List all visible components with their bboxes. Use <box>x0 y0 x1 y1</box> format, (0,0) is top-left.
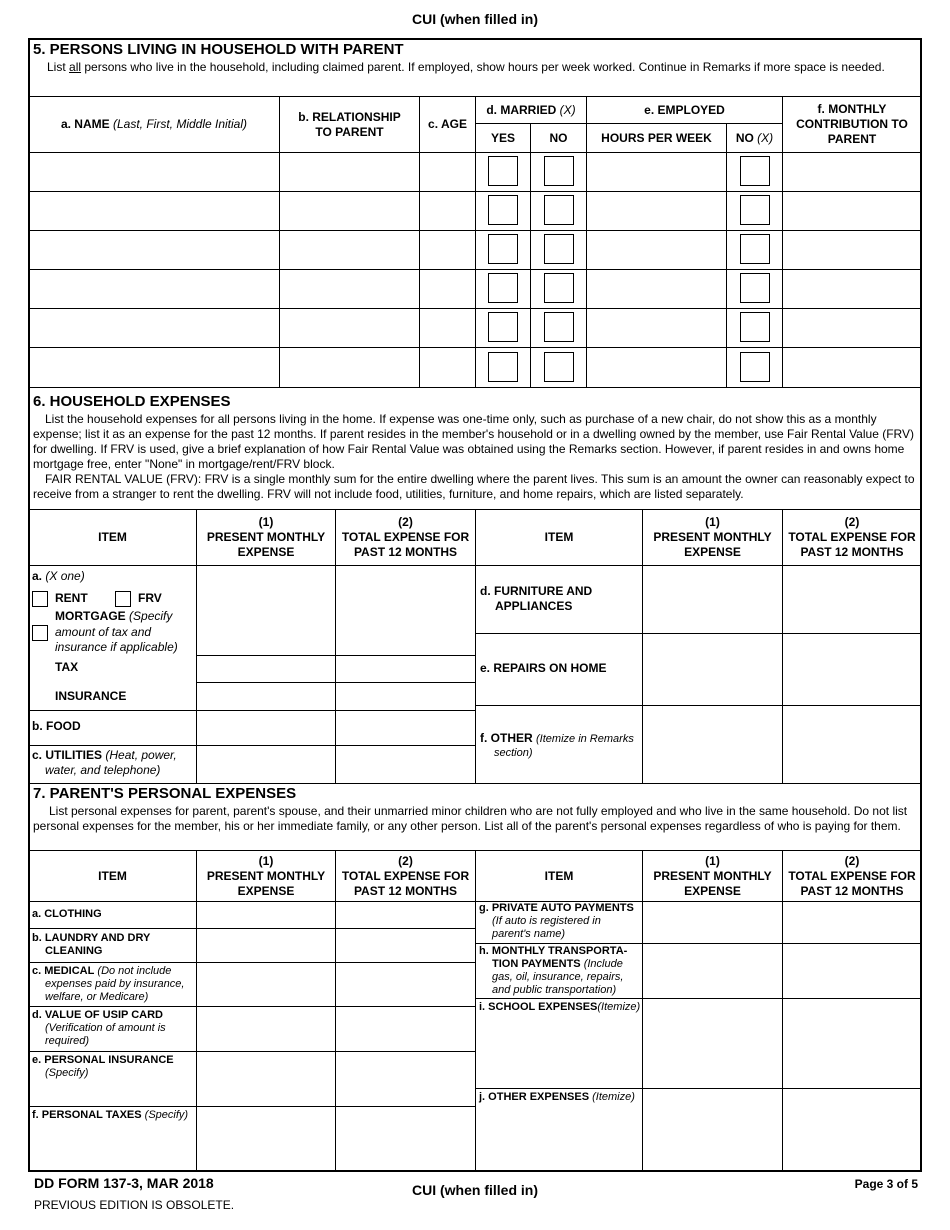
s7-total-header-left: (2) TOTAL EXPENSE FOR PAST 12 MONTHS <box>341 853 470 898</box>
section6-frv-definition: FAIR RENTAL VALUE (FRV): FRV is a single monthly sum for the entire dwelling where the parent lives. This sum is an amount the owner can reasonably expect to receive from a stranger to rent the dwelling. FRV will not include food, utilities, furniture, and home repairs, which are listed separately. <box>33 472 915 501</box>
school-expenses-label: i. SCHOOL EXPENSES(Itemize) <box>479 1001 641 1013</box>
utilities-label: c. UTILITIES (Heat, power, water, and telephone) <box>32 748 177 777</box>
form-identifier: DD FORM 137-3, MAR 2018 <box>34 1175 214 1191</box>
married-no-checkbox[interactable] <box>544 273 574 303</box>
section6-title: 6. HOUSEHOLD EXPENSES <box>33 393 231 410</box>
cui-footer: CUI (when filled in) <box>412 1182 538 1198</box>
employed-no-checkbox[interactable] <box>740 195 770 225</box>
name-field[interactable] <box>32 194 276 227</box>
medical-total-field[interactable] <box>337 964 473 1004</box>
age-field[interactable] <box>422 233 472 266</box>
medical-monthly-field[interactable] <box>198 964 333 1004</box>
repairs-label: e. REPAIRS ON HOME <box>480 661 607 675</box>
employed-no-checkbox[interactable] <box>740 156 770 186</box>
laundry-label: b. LAUNDRY AND DRY CLEANING <box>32 932 151 957</box>
hours-field[interactable] <box>589 272 723 305</box>
col-married-header: d. MARRIED (X) <box>486 102 576 117</box>
age-field[interactable] <box>422 272 472 305</box>
col-married-yes-header: YES <box>490 130 515 145</box>
section7-instructions: List personal expenses for parent, parent's spouse, and their unmarried minor children who are not fully employed and who live in the same household. Do not list personal expenses for the member, his or her immediate family, or any other person. List all of the parent's personal expenses regardless of who is paying for them. <box>33 804 908 833</box>
section5-instructions: List all persons who live in the household, including claimed parent. If employed, show hours per week worked. Continue in Remarks if more space is needed. <box>47 60 885 74</box>
food-label: b. FOOD <box>32 719 81 733</box>
s7-monthly-header-right: (1) PRESENT MONTHLY EXPENSE <box>653 853 772 898</box>
contribution-field[interactable] <box>785 311 918 344</box>
married-yes-checkbox[interactable] <box>488 273 518 303</box>
relationship-field[interactable] <box>282 272 416 305</box>
insurance-label: INSURANCE <box>55 689 127 703</box>
s7-item-header-left: ITEM <box>98 868 127 883</box>
personal-insurance-total-field[interactable] <box>337 1053 473 1104</box>
col-hours-header: HOURS PER WEEK <box>601 130 712 145</box>
personal-insurance-monthly-field[interactable] <box>198 1053 333 1104</box>
married-no-checkbox[interactable] <box>544 352 574 382</box>
col-name-header: a. NAME (Last, First, Middle Initial) <box>60 117 248 131</box>
insurance-monthly-field[interactable] <box>198 684 333 708</box>
relationship-field[interactable] <box>282 311 416 344</box>
employed-no-checkbox[interactable] <box>740 234 770 264</box>
section6-instructions: List the household expenses for all persons living in the home. If expense was one-time only, such as purchase of a new chair, do not show this as a monthly expense; list it as an expense for the past 12 months. If parent resides in the member's household or in a dwelling owned by the member, use Fair Rental Value (FRV) for dwelling. If FRV is used, give a brief explanation of how Fair Rental Value was obtained using the Remarks section. However, if parent resides in and owns home mortgage free, enter "None" in mortgage/rent/FRV block. <box>33 412 914 471</box>
married-yes-checkbox[interactable] <box>488 312 518 342</box>
personal-taxes-label: f. PERSONAL TAXES (Specify) <box>32 1109 189 1121</box>
repairs-monthly-field[interactable] <box>644 635 780 703</box>
hours-field[interactable] <box>589 233 723 266</box>
rent-checkbox[interactable] <box>32 591 48 607</box>
clothing-total-field[interactable] <box>337 903 473 926</box>
relationship-field[interactable] <box>282 155 416 188</box>
age-field[interactable] <box>422 311 472 344</box>
contribution-field[interactable] <box>785 194 918 227</box>
clothing-monthly-field[interactable] <box>198 903 333 926</box>
furniture-total-field[interactable] <box>784 567 919 631</box>
married-no-checkbox[interactable] <box>544 312 574 342</box>
married-no-checkbox[interactable] <box>544 156 574 186</box>
cui-header: CUI (when filled in) <box>412 11 538 27</box>
employed-no-checkbox[interactable] <box>740 352 770 382</box>
contribution-field[interactable] <box>785 350 918 384</box>
col-contribution-header: f. MONTHLY CONTRIBUTION TO PARENT <box>796 102 908 146</box>
laundry-total-field[interactable] <box>337 930 473 960</box>
col-age-header: c. AGE <box>428 117 467 131</box>
name-field[interactable] <box>32 272 276 305</box>
col-relationship-header: b. RELATIONSHIP TO PARENT <box>298 109 401 139</box>
employed-no-checkbox[interactable] <box>740 273 770 303</box>
married-yes-checkbox[interactable] <box>488 234 518 264</box>
age-field[interactable] <box>422 350 472 384</box>
personal-insurance-label: e. PERSONAL INSURANCE (Specify) <box>32 1054 174 1079</box>
employed-no-checkbox[interactable] <box>740 312 770 342</box>
laundry-monthly-field[interactable] <box>198 930 333 960</box>
usip-label: d. VALUE OF USIP CARD (Verification of amount is required) <box>32 1009 166 1047</box>
hours-field[interactable] <box>589 311 723 344</box>
col-employed-header: e. EMPLOYED <box>644 102 725 117</box>
other-expenses-label: j. OTHER EXPENSES (Itemize) <box>479 1091 635 1103</box>
clothing-label: a. CLOTHING <box>32 908 102 920</box>
mortgage-checkbox[interactable] <box>32 625 48 641</box>
utilities-monthly-field[interactable] <box>198 747 333 781</box>
tax-monthly-field[interactable] <box>198 657 333 680</box>
rent-total-field[interactable] <box>337 567 473 653</box>
repairs-total-field[interactable] <box>784 635 919 703</box>
rent-monthly-field[interactable] <box>198 567 333 653</box>
s6-total-header-right: (2) TOTAL EXPENSE FOR PAST 12 MONTHS <box>788 515 916 559</box>
s7-item-header-right: ITEM <box>544 868 574 883</box>
school-monthly-field[interactable] <box>644 1000 780 1086</box>
frv-checkbox[interactable] <box>115 591 131 607</box>
s6-item-header-left: ITEM <box>98 530 127 544</box>
name-field[interactable] <box>32 233 276 266</box>
transportation-total-field[interactable] <box>784 945 919 996</box>
col-employed-no-header: NO (X) <box>735 130 774 145</box>
s6-total-header-left: (2) TOTAL EXPENSE FOR PAST 12 MONTHS <box>341 515 470 559</box>
rent-label: RENT <box>55 591 88 605</box>
married-yes-checkbox[interactable] <box>488 195 518 225</box>
other-household-total-field[interactable] <box>784 707 919 781</box>
name-field[interactable] <box>32 350 276 384</box>
married-no-checkbox[interactable] <box>544 195 574 225</box>
married-yes-checkbox[interactable] <box>488 156 518 186</box>
married-yes-checkbox[interactable] <box>488 352 518 382</box>
tax-total-field[interactable] <box>337 657 473 680</box>
mortgage-hint: amount of tax and insurance if applicable) <box>55 625 178 654</box>
name-field[interactable] <box>32 155 276 188</box>
s6-item-header-right: ITEM <box>544 530 574 544</box>
relationship-field[interactable] <box>282 350 416 384</box>
married-no-checkbox[interactable] <box>544 234 574 264</box>
transportation-label: h. MONTHLY TRANSPORTA- TION PAYMENTS (Include gas, oil, insurance, repairs, and public transportation) <box>479 945 628 996</box>
transportation-monthly-field[interactable] <box>644 945 780 996</box>
school-total-field[interactable] <box>784 1000 919 1086</box>
previous-edition-note: PREVIOUS EDITION IS OBSOLETE. <box>34 1198 235 1212</box>
hours-field[interactable] <box>589 350 723 384</box>
section7-title: 7. PARENT'S PERSONAL EXPENSES <box>33 785 297 802</box>
relationship-field[interactable] <box>282 194 416 227</box>
other-household-label: f. OTHER (Itemize in Remarks section) <box>480 731 634 759</box>
utilities-total-field[interactable] <box>337 747 473 781</box>
other-expenses-monthly-field[interactable] <box>644 1090 780 1168</box>
s7-total-header-right: (2) TOTAL EXPENSE FOR PAST 12 MONTHS <box>788 853 916 898</box>
hours-field[interactable] <box>589 194 723 227</box>
tax-label: TAX <box>55 660 79 674</box>
page-number: Page 3 of 5 <box>854 1177 918 1191</box>
auto-payments-label: g. PRIVATE AUTO PAYMENTS (If auto is registered in parent's name) <box>479 902 634 940</box>
other-expenses-total-field[interactable] <box>784 1090 919 1168</box>
age-field[interactable] <box>422 194 472 227</box>
food-monthly-field[interactable] <box>198 712 333 743</box>
usip-total-field[interactable] <box>337 1008 473 1049</box>
s6-monthly-header-right: (1) PRESENT MONTHLY EXPENSE <box>653 515 772 559</box>
auto-total-field[interactable] <box>784 903 919 941</box>
contribution-field[interactable] <box>785 272 918 305</box>
hours-field[interactable] <box>589 155 723 188</box>
frv-label: FRV <box>138 591 162 605</box>
s7-monthly-header-left: (1) PRESENT MONTHLY EXPENSE <box>206 853 326 898</box>
personal-taxes-total-field[interactable] <box>337 1108 473 1168</box>
food-total-field[interactable] <box>337 712 473 743</box>
col-married-no-header: NO <box>549 130 568 145</box>
furniture-label: d. FURNITURE AND APPLIANCES <box>480 584 593 613</box>
usip-monthly-field[interactable] <box>198 1008 333 1049</box>
contribution-field[interactable] <box>785 155 918 188</box>
medical-label: c. MEDICAL (Do not include expenses paid by insurance, welfare, or Medicare) <box>32 965 185 1003</box>
age-field[interactable] <box>422 155 472 188</box>
other-household-monthly-field[interactable] <box>644 707 780 781</box>
s6-monthly-header-left: (1) PRESENT MONTHLY EXPENSE <box>206 515 326 559</box>
insurance-total-field[interactable] <box>337 684 473 708</box>
name-field[interactable] <box>32 311 276 344</box>
contribution-field[interactable] <box>785 233 918 266</box>
housing-type-label: a. (X one) <box>32 569 85 583</box>
section5-title: 5. PERSONS LIVING IN HOUSEHOLD WITH PARENT <box>33 41 404 58</box>
relationship-field[interactable] <box>282 233 416 266</box>
furniture-monthly-field[interactable] <box>644 567 780 631</box>
auto-monthly-field[interactable] <box>644 903 780 941</box>
mortgage-label: MORTGAGE (Specify <box>55 609 173 623</box>
personal-taxes-monthly-field[interactable] <box>198 1108 333 1168</box>
